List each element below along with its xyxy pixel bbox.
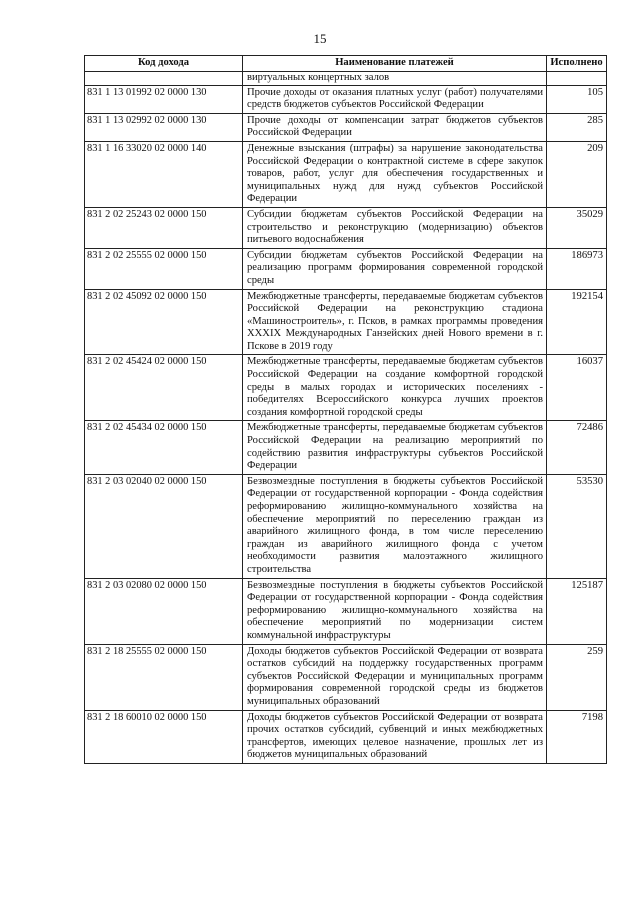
payment-name: Межбюджетные трансферты, передаваемые бюджетам субъектов Российской Федерации на создание комфортной городской среды в малых городах и исторических поселениях - победителях Всероссийского конкурса лучших проектов создания комфортной городской среды bbox=[243, 355, 547, 421]
header-name: Наименование платежей bbox=[243, 56, 547, 72]
continuation-text: виртуальных концертных залов bbox=[243, 72, 547, 86]
executed-amount: 186973 bbox=[547, 248, 607, 289]
payment-name: Доходы бюджетов субъектов Российской Федерации от возврата остатков субсидий на поддержку государственных программ субъектов Российской Федерации и муниципальных программ формирования современной городской среды из бюджетов муниципальных образований bbox=[243, 644, 547, 710]
executed-amount: 259 bbox=[547, 644, 607, 710]
executed-amount: 72486 bbox=[547, 421, 607, 474]
table-body bbox=[85, 72, 607, 764]
table-row bbox=[85, 289, 607, 355]
income-code: 831 1 13 02992 02 0000 130 bbox=[85, 113, 243, 141]
income-code: 831 2 02 45424 02 0000 150 bbox=[85, 355, 243, 421]
executed-amount: 53530 bbox=[547, 474, 607, 578]
income-code: 831 2 02 25555 02 0000 150 bbox=[85, 248, 243, 289]
executed-amount: 7198 bbox=[547, 710, 607, 763]
continuation-amount-cell bbox=[547, 72, 607, 86]
continuation-code-cell bbox=[85, 72, 243, 86]
income-code: 831 2 02 45434 02 0000 150 bbox=[85, 421, 243, 474]
header-amount: Исполнено bbox=[547, 56, 607, 72]
payment-name: Субсидии бюджетам субъектов Российской Федерации на реализацию программ формирования современной городской среды bbox=[243, 248, 547, 289]
continuation-row bbox=[85, 72, 607, 86]
income-code: 831 2 02 45092 02 0000 150 bbox=[85, 289, 243, 355]
executed-amount: 209 bbox=[547, 141, 607, 207]
income-code: 831 2 02 25243 02 0000 150 bbox=[85, 207, 243, 248]
executed-amount: 105 bbox=[547, 85, 607, 113]
executed-amount: 192154 bbox=[547, 289, 607, 355]
payment-name: Межбюджетные трансферты, передаваемые бюджетам субъектов Российской Федерации на реализацию мероприятий по содействию развития инфраструктуры субъектов Российской Федерации bbox=[243, 421, 547, 474]
table-row bbox=[85, 85, 607, 113]
payment-name: Межбюджетные трансферты, передаваемые бюджетам субъектов Российской Федерации на реконструкцию стадиона «Машиностроитель», г. Псков, в рамках программы проведения XXXIX Международных Ганзейских дней Нового времени в г. Пскове в 2019 году bbox=[243, 289, 547, 355]
payment-name: Прочие доходы от оказания платных услуг (работ) получателями средств бюджетов субъектов Российской Федерации bbox=[243, 85, 547, 113]
payment-name: Субсидии бюджетам субъектов Российской Федерации на строительство и реконструкцию (модернизацию) объектов питьевого водоснабжения bbox=[243, 207, 547, 248]
table-row bbox=[85, 113, 607, 141]
executed-amount: 285 bbox=[547, 113, 607, 141]
income-code: 831 2 03 02080 02 0000 150 bbox=[85, 578, 243, 644]
income-code: 831 2 03 02040 02 0000 150 bbox=[85, 474, 243, 578]
payment-name: Доходы бюджетов субъектов Российской Федерации от возврата прочих остатков субсидий, субвенций и иных межбюджетных трансфертов, имеющих целевое назначение, прошлых лет из бюджетов муниципальных образований bbox=[243, 710, 547, 763]
table-row bbox=[85, 710, 607, 763]
payment-name: Безвозмездные поступления в бюджеты субъектов Российской Федерации от государственной корпорации - Фонда содействия реформированию жилищно-коммунального хозяйства на обеспечение мероприятий по переселению граждан из аварийного жилищного фонда, в том числе переселению граждан из аварийного жилищного фонда с учетом необходимости развития малоэтажного жилищного строительства bbox=[243, 474, 547, 578]
executed-amount: 125187 bbox=[547, 578, 607, 644]
income-code: 831 2 18 25555 02 0000 150 bbox=[85, 644, 243, 710]
table-row bbox=[85, 207, 607, 248]
payment-name: Прочие доходы от компенсации затрат бюджетов субъектов Российской Федерации bbox=[243, 113, 547, 141]
revenue-table bbox=[84, 55, 607, 764]
table-row bbox=[85, 141, 607, 207]
header-code: Код дохода bbox=[85, 56, 243, 72]
income-code: 831 2 18 60010 02 0000 150 bbox=[85, 710, 243, 763]
table-row bbox=[85, 248, 607, 289]
table-row bbox=[85, 644, 607, 710]
table-row bbox=[85, 355, 607, 421]
table-header-row bbox=[85, 56, 607, 72]
income-code: 831 1 13 01992 02 0000 130 bbox=[85, 85, 243, 113]
payment-name: Безвозмездные поступления в бюджеты субъектов Российской Федерации от государственной корпорации - Фонда содействия реформированию жилищно-коммунального хозяйства на обеспечение мероприятий по модернизации систем коммунальной инфраструктуры bbox=[243, 578, 547, 644]
page-number: 15 bbox=[313, 31, 327, 46]
executed-amount: 35029 bbox=[547, 207, 607, 248]
table-row bbox=[85, 474, 607, 578]
table-row bbox=[85, 421, 607, 474]
executed-amount: 16037 bbox=[547, 355, 607, 421]
income-code: 831 1 16 33020 02 0000 140 bbox=[85, 141, 243, 207]
payment-name: Денежные взыскания (штрафы) за нарушение законодательства Российской Федерации о контрактной системе в сфере закупок товаров, работ, услуг для обеспечения государственных и муниципальных нужд для нужд субъектов Российской Федерации bbox=[243, 141, 547, 207]
table-row bbox=[85, 578, 607, 644]
